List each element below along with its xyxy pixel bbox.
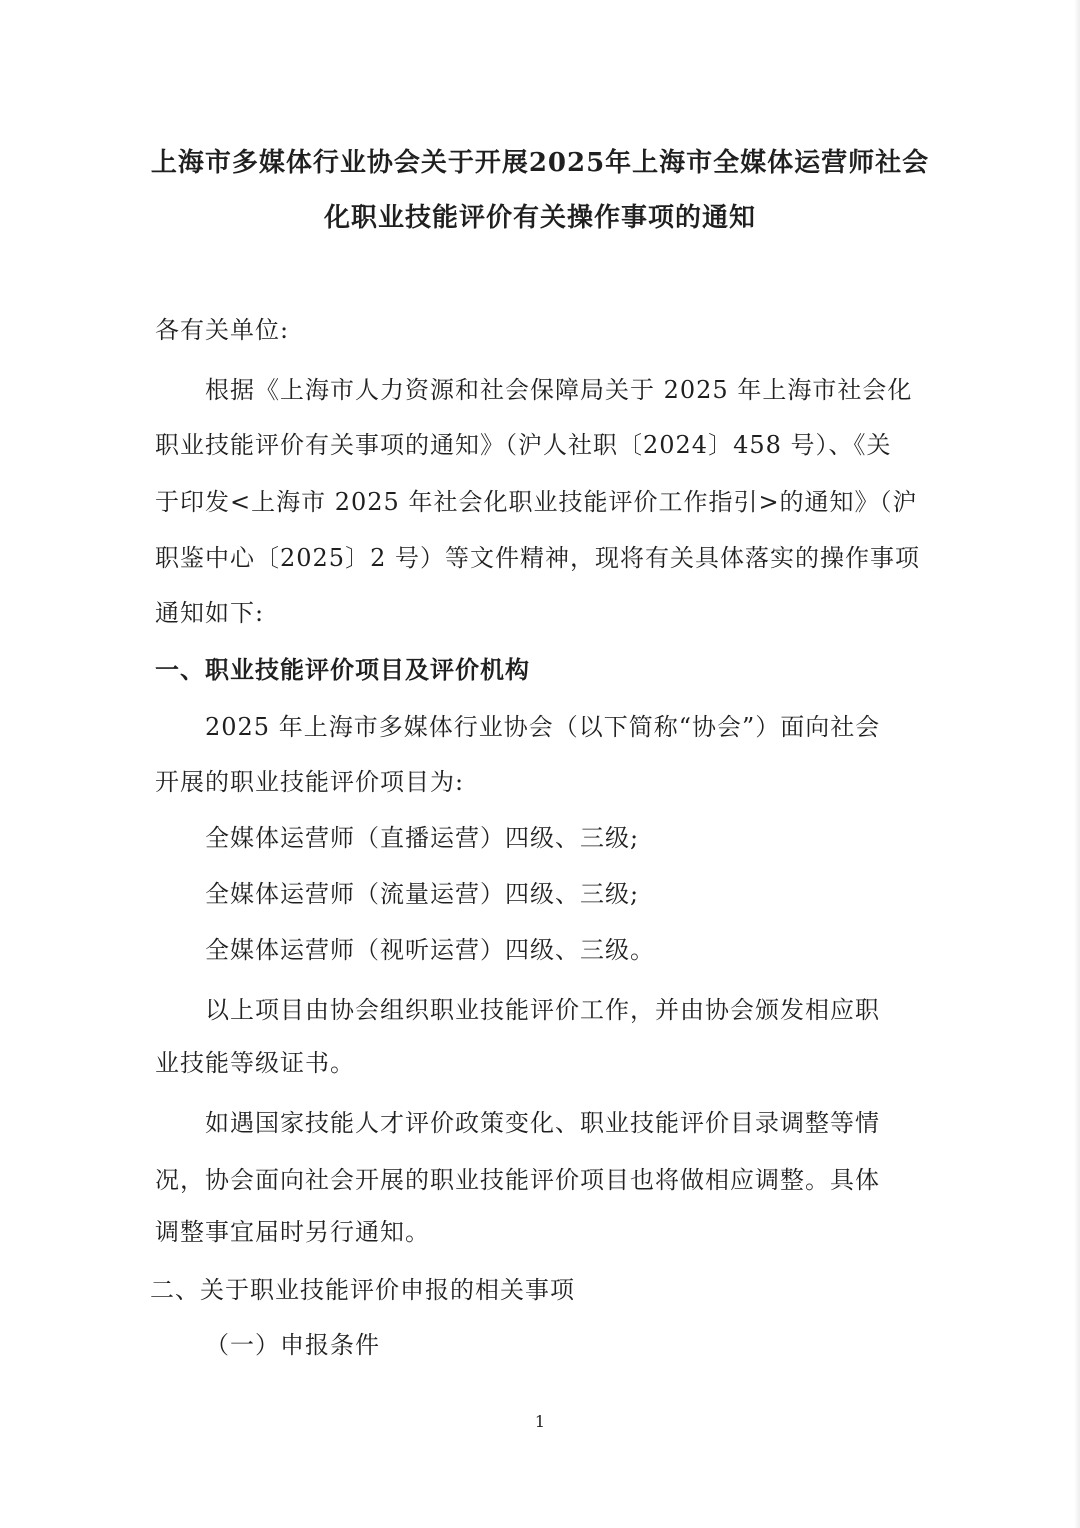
document-title-line-2: 化职业技能评价有关操作事项的通知 [323, 203, 756, 233]
section-1-para-3-line-1: 如遇国家技能人才评价政策变化、职业技能评价目录调整等情 [205, 1109, 880, 1137]
page-number: 1 [534, 1412, 546, 1431]
section-1-para-1-line-1: 2025 年上海市多媒体行业协会（以下简称“协会”）面向社会 [205, 713, 881, 741]
intro-line-4: 职鉴中心〔2025〕2 号）等文件精神，现将有关具体落实的操作事项 [155, 544, 920, 572]
salutation: 各有关单位: [155, 316, 290, 344]
section-1-para-2-line-2: 业技能等级证书。 [155, 1049, 355, 1077]
project-item-1: 全媒体运营师（直播运营）四级、三级; [205, 824, 640, 852]
section-1-heading: 一、职业技能评价项目及评价机构 [155, 655, 530, 684]
intro-line-1: 根据《上海市人力资源和社会保障局关于 2025 年上海市社会化 [205, 376, 913, 404]
intro-line-2: 职业技能评价有关事项的通知》（沪人社职〔2024〕458 号）、《关 [155, 431, 892, 459]
document-title-line-1: 上海市多媒体行业协会关于开展2025年上海市全媒体运营师社会 [150, 148, 930, 178]
intro-line-5: 通知如下: [155, 599, 265, 627]
intro-line-3: 于印发<上海市 2025 年社会化职业技能评价工作指引>的通知》（沪 [155, 488, 918, 516]
section-2-sub-1: （一）申报条件 [205, 1331, 380, 1359]
project-item-2: 全媒体运营师（流量运营）四级、三级; [205, 880, 640, 908]
section-1-para-3-line-3: 调整事宜届时另行通知。 [155, 1218, 430, 1246]
section-1-para-2-line-1: 以上项目由协会组织职业技能评价工作，并由协会颁发相应职 [205, 996, 880, 1024]
project-item-3: 全媒体运营师（视听运营）四级、三级。 [205, 936, 655, 964]
section-1-para-1-line-2: 开展的职业技能评价项目为: [155, 768, 465, 796]
scan-edge-shadow [1074, 0, 1080, 1528]
section-2-heading: 二、关于职业技能评价申报的相关事项 [150, 1276, 575, 1304]
section-1-para-3-line-2: 况，协会面向社会开展的职业技能评价项目也将做相应调整。具体 [155, 1166, 880, 1194]
